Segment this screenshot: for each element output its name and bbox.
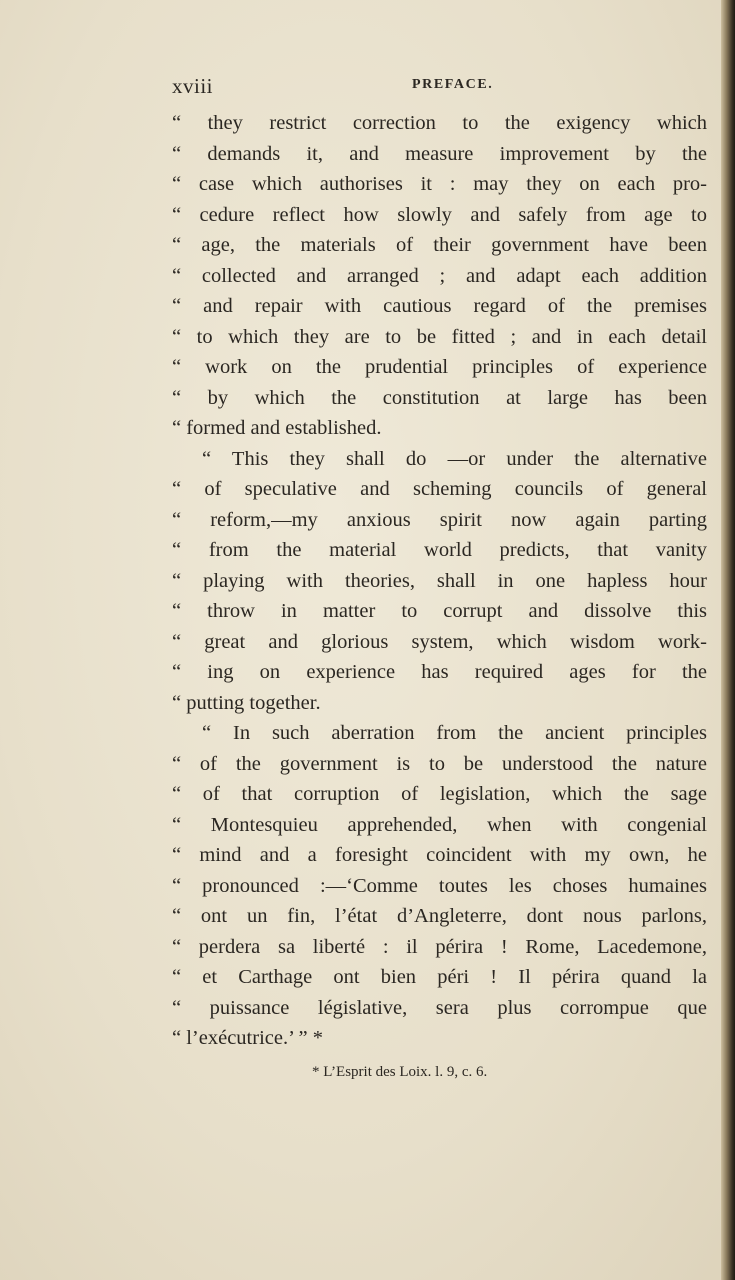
text-line: “ and repair with cautious regard of the premises [172, 295, 707, 317]
text-line: “ by which the constitution at large has been [172, 386, 707, 409]
text-line: “ to which they are to be fitted ; and in each detail [172, 325, 707, 348]
text-line: “ ing on experience has required ages for the [172, 661, 707, 683]
text-line: “ et Carthage ont bien péri ! Il périra quand la [172, 966, 707, 988]
text-line: “ putting together. [172, 691, 321, 714]
text-line: “ collected and arranged ; and adapt each addition [172, 264, 707, 287]
page-number: xviii [172, 74, 214, 98]
text-line: “ puissance législative, sera plus corrompue que [172, 996, 707, 1019]
text-line: “ demands it, and measure improvement by the [172, 142, 707, 165]
paragraph-start-line: “ In such aberration from the ancient principles [202, 722, 707, 744]
text-line: “ of speculative and scheming councils of general [172, 478, 707, 500]
text-line: “ formed and established. [172, 417, 382, 439]
text-line: “ age, the materials of their government have been [172, 234, 707, 256]
text-line: “ mind and a foresight coincident with my own, he [172, 844, 707, 866]
body-text [172, 108, 707, 1054]
running-head: PREFACE. [412, 77, 494, 92]
paragraph-start-line: “ This they shall do —or under the alternative [202, 447, 707, 470]
text-line: “ Montesquieu apprehended, when with congenial [172, 813, 707, 836]
page-header [172, 74, 692, 100]
text-line: “ pronounced :—‘Comme toutes les choses humaines [172, 874, 707, 897]
text-line: “ case which authorises it : may they on each pro- [172, 173, 707, 195]
text-line: “ from the material world predicts, that vanity [172, 539, 707, 561]
text-line: “ work on the prudential principles of experience [172, 356, 707, 378]
text-line: “ throw in matter to corrupt and dissolve this [172, 600, 707, 622]
text-line: “ ont un fin, l’état d’Angleterre, dont nous parlons, [172, 905, 707, 927]
footnote: * L’Esprit des Loix. l. 9, c. 6. [312, 1064, 488, 1080]
text-line: “ great and glorious system, which wisdom work- [172, 630, 707, 653]
text-line: “ playing with theories, shall in one hapless hour [172, 569, 707, 592]
text-line: “ of the government is to be understood the nature [172, 752, 707, 775]
text-line: “ perdera sa liberté : il périra ! Rome, Lacedemone, [172, 935, 707, 958]
text-line: “ cedure reflect how slowly and safely from age to [172, 203, 707, 226]
text-line: “ reform,—my anxious spirit now again parting [172, 508, 707, 531]
text-line: “ of that corruption of legislation, which the sage [172, 783, 707, 805]
text-line: “ l’exécutrice.’ ” * [172, 1027, 323, 1049]
book-spine-edge [721, 0, 735, 1280]
text-line: “ they restrict correction to the exigency which [172, 112, 707, 134]
